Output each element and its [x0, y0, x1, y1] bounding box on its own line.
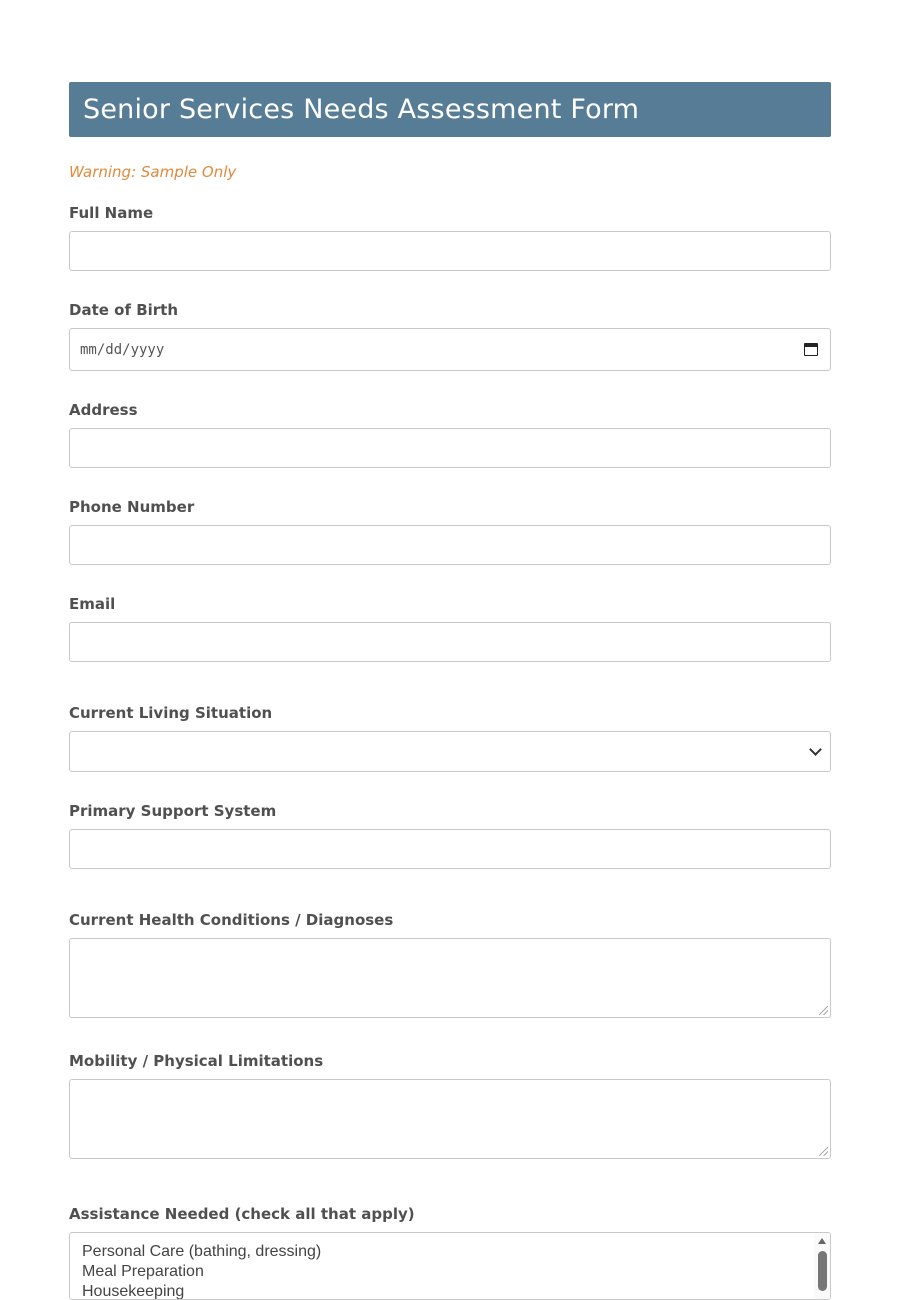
mobility-label: Mobility / Physical Limitations [69, 1052, 324, 1070]
resize-handle-icon[interactable] [819, 1006, 828, 1015]
health-conditions-label: Current Health Conditions / Diagnoses [69, 911, 394, 929]
resize-handle-icon[interactable] [819, 1147, 828, 1156]
scroll-up-arrow-icon[interactable] [818, 1238, 826, 1244]
assistance-multiselect[interactable] [69, 1232, 831, 1300]
mobility-textarea[interactable] [69, 1079, 831, 1159]
health-conditions-textarea[interactable] [69, 938, 831, 1018]
phone-input[interactable] [69, 525, 831, 565]
assistance-option-personal-care[interactable]: Personal Care (bathing, dressing) [82, 1243, 322, 1260]
scrollbar-thumb[interactable] [818, 1251, 827, 1291]
email-label: Email [69, 595, 116, 613]
dob-input[interactable] [69, 328, 831, 371]
living-situation-label: Current Living Situation [69, 704, 273, 722]
form-header [69, 82, 831, 137]
living-situation-select[interactable] [69, 731, 831, 772]
full-name-input[interactable] [69, 231, 831, 271]
chevron-down-icon [809, 743, 822, 756]
address-input[interactable] [69, 428, 831, 468]
address-label: Address [69, 401, 138, 419]
phone-label: Phone Number [69, 498, 195, 516]
support-system-label: Primary Support System [69, 802, 277, 820]
warning-text: Warning: Sample Only [69, 163, 237, 181]
email-input[interactable] [69, 622, 831, 662]
assessment-form [69, 82, 831, 1300]
assistance-label: Assistance Needed (check all that apply) [69, 1205, 415, 1223]
page-title: Senior Services Needs Assessment Form [83, 94, 640, 125]
full-name-label: Full Name [69, 204, 154, 222]
dob-label: Date of Birth [69, 301, 179, 319]
assistance-option-meal-prep[interactable]: Meal Preparation [82, 1263, 204, 1280]
assistance-options [82, 1242, 321, 1300]
support-system-input[interactable] [69, 829, 831, 869]
dob-placeholder: mm/dd/yyyy [80, 341, 165, 358]
listbox-scrollbar[interactable] [814, 1233, 830, 1299]
calendar-icon[interactable] [804, 343, 818, 356]
assistance-option-housekeeping[interactable]: Housekeeping [82, 1283, 185, 1300]
